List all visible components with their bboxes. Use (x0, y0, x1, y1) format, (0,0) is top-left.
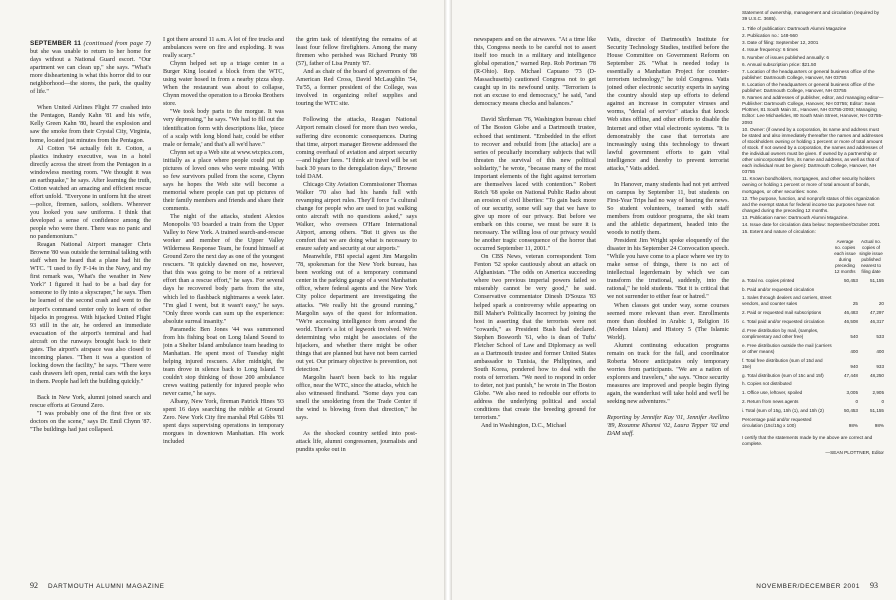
circulation-row (742, 319, 884, 328)
paragraph: but she was unable to return to her home for days without a National Guard escort. "Our apartment we can clean up," she says. "What's more disheartening is what this horror did to our neighborhood—the stores, the park, the quality of life." (30, 49, 151, 96)
row-label: 1. Sales through dealers and carriers, street vendors, and counter sales (742, 295, 832, 307)
paragraph: When classes got under way, some courses seemed more relevant than ever. Enrollments more than doubled in Arabic 1, Religion 16 (Modern Islam) and History 5 (The Islamic World). (607, 302, 729, 341)
statement-item: 11. Known bondholders, mortgagees, and other security holders owning or holding 1 percent or more of total amount of bonds, mortgages, or other securities: none. (742, 176, 875, 194)
paragraph: And as chair of the board of governors of the American Red Cross, David McLaughlin '54, Tu'55, a former president of the College, was involved in organizing relief supplies and touring the WTC site. (296, 69, 417, 108)
row-average: 3,005 (846, 390, 858, 396)
row-average: 25 (852, 301, 858, 307)
paragraph: "I was probably one of the first five or six doctors on the scene," says Dr. Emil Chynn '87. "The buildings had just collapsed. (30, 411, 151, 434)
row-actual: 400 (876, 348, 884, 354)
paragraph: I got there around 11 a.m. A lot of fire trucks and ambulances were on fire and exploding. It was really scary." (163, 37, 284, 60)
circulation-row (742, 310, 884, 319)
row-label: e. Free distribution outside the mail (carriers or other means) (742, 342, 832, 354)
paragraph: Chynn helped set up a triage center in a Burger King located a block from the WTC, using water hosed in from a nearby pizza shop. When the restaurant was about to collapse, Chynn moved the operation to a Brooks Brothers store. (163, 61, 284, 108)
paragraph: Meanwhile, FBI special agent Jim Margolin '78, spokesman for the New York bureau, has been working out of a temporary command center in the parking garage of a west Manhattan office, where federal agents and the New York City police department are investigating the attacks. "We really hit the ground running," Margolin says of the quest for information. "We're accessing intelligence from around the world. There's a lot of legwork involved. We're determining who might be associates of the hijackers, and whether there might be other things that are planned but have not been carried out yet. Our primary objective is prevention, not detection." (296, 254, 417, 373)
paragraph: When United Airlines Flight 77 crashed into the Pentagon, Randy Kahn '81 and his wife, Kelly Green Kahn '80, heard the explosion and saw the smoke from their Crystal City, Virginia, home, located just minutes from the Pentagon. (30, 105, 151, 144)
row-label: 1. Office use, leftover, spoiled (742, 390, 803, 396)
paragraph: Back in New York, alumni joined search and rescue efforts at Ground Zero. (30, 394, 151, 410)
row-label: b. Paid and/or requested circulation (742, 286, 815, 292)
row-average: 0 (855, 399, 858, 405)
row-label: d. Free distribution by mail, (samples, complimentary and other free) (742, 328, 819, 339)
row-average: 940 (850, 363, 858, 369)
row-actual: 0 (881, 399, 884, 405)
statement-item: 7. Location of the headquarters or general business office of the publisher: Dartmouth College, Hanover, NH 03755 (742, 68, 875, 80)
paragraph: Alumni continuing education programs remain on track for the fall, and coordinator Roberta Moore anticipates only temporary worries from participants. "We are a nation of explorers and travelers," she says. "Once security measures are improved and people begin flying again, the wanderlust will take hold and we'll be seeking new adventures." (607, 342, 729, 406)
row-average: 98% (848, 422, 858, 428)
row-average: 50,453 (843, 408, 858, 414)
statement-item: 8. Location of the headquarters or general business office of the publisher: Dartmouth College, Hanover, NH 03755 (742, 81, 875, 94)
row-average (832, 287, 858, 296)
page-number: 92 (30, 581, 38, 590)
paragraph: newspapers and on the airwaves. "At a time like this, Congress needs to be careful not to assert itself too much in a military and intelligence global operation," warned Rep. Rob Portman '78 (R-Ohio). Rep. Michael Capuano '73 (D-Massachusetts) cautioned Congress not to get caught up in its newfound unity. "Terrorism is not an excuse to end democracy," he said, "and democracy means checks and balances." (474, 37, 596, 108)
left-column-1 (30, 40, 151, 575)
statement-item: 13. Publication name: Dartmouth Alumni Magazine. (742, 214, 849, 220)
statement-item: 9. Names and addresses of publisher, editor, and managing editor—Publisher: Dartmouth College, Hanover, NH 03755; Editor: Sean Plottner, 81 South Main St., Hanover, NH 03755-2093; Managing Editor: Lee Michaelides, 80 South Main Street, Hanover, NH 03755-2093 (742, 95, 884, 125)
row-actual (858, 381, 884, 390)
paragraph: On CBS News, veteran correspondent Tom Fenton '52 spoke cautiously about an attack on Afghanistan. "The odds on America succeeding where two previous imperial powers failed so miserably cannot be very good," he said. Conservative commentator Dinesh D'Souza '83 helped spark a controversy while appearing on Bill Maher's Politically Incorrect by joining the host in asserting that the terrorists were not "cowards," as President Bush had declared. Stephen Bosworth '61, who is dean of Tufts' Fletcher School of Law and Diplomacy as well as a Dartmouth trustee and former United States ambassador to Tunisia, the Philippines, and South Korea, pondered how to deal with the roots of terrorism. "We need to respond in order to deter, not just punish," he wrote in The Boston Globe. "We also need to redouble our efforts to address the underlying political and social conditions that create the breeding ground for terrorism." (474, 254, 596, 422)
row-label: h. Copies not distributed (742, 381, 792, 387)
row-actual: 933 (876, 363, 884, 369)
circulation-row (742, 343, 884, 358)
paragraph: "We took body parts to the morgue. It was very depressing," he says. "We had to fill out the identification form with descriptions like, 'piece of a scalp with long blond hair, could be either male or female,' and that's all we'd have." (163, 109, 284, 148)
paragraph: Following the attacks, Reagan National Airport remain closed for more than two weeks, suffering dire economic consequences. During that time, airport manager Browne addressed the coming overhaul of aviation and airport security—and higher fares. "I think air travel will be set back 30 years to the deregulation days," Browne told DAM. (296, 117, 417, 180)
signer: —SEAN PLOTTNER, Editor (825, 450, 884, 456)
statement-item: 4. Issue frequency: 6 times (742, 47, 799, 53)
column-header-average: Average no. copies each issue during preceding 12 months (834, 239, 856, 274)
row-average: 400 (850, 348, 858, 354)
row-average: 46,508 (843, 319, 858, 325)
row-actual: 2,905 (872, 390, 884, 396)
page-folio-right (756, 581, 878, 590)
circulation-row (742, 358, 884, 373)
statement-item: 3. Date of filing: September 12, 2001 (742, 40, 819, 46)
row-actual: 51,155 (869, 408, 884, 414)
circulation-table (742, 238, 884, 432)
paragraph: Al Cotton '64 actually felt it. Cotton, a plastics industry executive, was in a hotel directly across the street from the Pentagon in a windowless meeting room. "We thought it was an earthquake," he says. After learning the truth, Cotton watched an amazing and efficient rescue effort unfold. "Everyone in uniform hit the street—police, firemen, sailors, soldiers. Wherever you looked you saw uniforms. I think that developed a sense of confidence among the people who were there. There was no panic and no pandemonium." (30, 145, 151, 241)
circulation-row (742, 295, 884, 310)
circulation-row (742, 408, 884, 417)
circulation-rows (742, 278, 884, 432)
reporting-credits: Reporting by Jennifer Kay '01, Jennifer Avellino '89, Roxanne Khamsi '02, Laura Tepper '02 and DAM staff. (607, 415, 729, 438)
paragraph: President Jim Wright spoke eloquently of the disaster in his September 24 Convocation speech. "While you have come to a place where we try to make sense of things, there is no act of intellectual legerdemain by which we can transform the irrational, suddenly, into the rational," he told students. "But it is critical that we not surrender to either fear or hatred." (607, 238, 729, 301)
left-column-2 (163, 36, 284, 571)
circulation-row (742, 390, 884, 399)
row-label: f. Total free distribution (sum of 15d and 15e) (742, 357, 823, 369)
row-average: 540 (850, 333, 858, 339)
circulation-row (742, 417, 884, 432)
row-actual: 51,155 (869, 277, 884, 283)
row-label: Percentage paid and/or requested circulation (15c/15g x 100) (742, 417, 812, 428)
paragraph: Vatis, director of Dartmouth's Institute for Security Technology Studies, testified before the House Committee on Government Reform on September 26. "What is needed today is essentially a Manhattan Project for counter-terrorism technology," he told Congress. Vatis joined other electronic security experts in saying the country should step up efforts to defend against an increase in computer viruses and worms, "denial of service" attacks that knock Web sites offline, and other efforts to disable the Internet and other vital electronic systems. "It is demonstrably the case that terrorists are increasingly using this technology to thwart lawful government efforts to gain vital intelligence and thereby to prevent terrorist attacks," Vatis added. (607, 37, 729, 172)
row-actual: 48,250 (869, 372, 884, 378)
row-actual: 98% (874, 422, 884, 428)
page-folio-left (30, 581, 164, 590)
row-actual: 46,317 (869, 319, 884, 325)
paragraph: The night of the attacks, student Alexios Monopolis '03 boarded a train from the Upper Valley to New York. A trained search-and-rescue worker and member of the Upper Valley Wilderness Response Team, he found himself at Ground Zero the next day as one of the youngest rescuers. "It quickly dawned on me, however, that this was going to be more of a retrieval effort than a rescue effort," he says. For several days he recovered body parts from the site, which led to flashback nightmares a week later. "I'm glad I went, but it wasn't easy," he says. "Only three words can sum up the experience: absolute surreal insanity." (163, 214, 284, 325)
right-page (452, 0, 896, 600)
circulation-row (742, 373, 884, 382)
row-actual: 47,297 (869, 310, 884, 316)
circulation-row (742, 381, 884, 390)
row-label: 2. Paid or requested mail subscriptions (742, 310, 822, 316)
right-column-2 (607, 36, 729, 571)
page-gutter (444, 0, 452, 600)
row-label: i. Total (sum of 15g, 15h (1), and 15h (2) (742, 408, 824, 414)
row-average (832, 381, 858, 390)
row-actual (858, 287, 884, 296)
paragraph: David Shribman '76, Washington bureau chief of The Boston Globe and a Dartmouth trustee, echoed that sentiment. "Embedded in the effort to recover and rebuild from [the attacks] are a series of peculiarly incendiary subjects that will threaten the survival of this new political solidarity," he wrote, "because many of the most important elements of the fight against terrorism are themselves laced with contention." Robert Reich '68 spoke on National Public Radio about an erosion of civil liberties: "To gain back more of our security, some will say that we have to give up more of our privacy. But before we embark on this course, we must be sure it is necessary. The willing loss of our privacy would be another tragic consequence of the horror that occurred September 11, 2001." (474, 117, 596, 253)
section-kicker: SEPTEMBER 11 (continued from page 7) (30, 40, 151, 47)
statement-item: 12. The purpose, function, and nonprofit status of this organization and the exempt status for federal income tax purposes have not changed during the preceding 12 months. (742, 195, 880, 213)
statement-item: 5. Number of issues published annually: 6 (742, 54, 830, 60)
circulation-row (742, 278, 884, 287)
paragraph: Paramedic Ben Jones '44 was summoned from his fishing boat on Long Island Sound to join a Shelter Island ambulance team heading to Manhattan. He spent most of Tuesday night helping injured rescuers. After midnight, the team drove in silence back to Long Island. "I couldn't stop thinking of those 200 ambulance crews waiting patiently for injured people who never came," he says. (163, 326, 284, 398)
statement-item: 1. Title of publication: Dartmouth Alumni Magazine (742, 26, 847, 32)
row-average: 46,483 (843, 310, 858, 316)
statement-heading: Statement of ownership, management and circulation (required by 39 U.S.C. 3685). (742, 10, 880, 22)
paragraph: As the shocked country settled into post-attack life, alumni congressmen, journalists and pundits spoke out in (296, 431, 417, 454)
paragraph: In Hanover, many students had not yet arrived on campus by September 11, but students on First-Year Trips had no way of hearing the news. So student volunteers, teamed with staff members from outdoor programs, the ski team and the athletic department, headed into the woods to notify them. (607, 181, 729, 237)
circulation-row (742, 287, 884, 296)
statement-item: 2. Publication no.: 148-560 (742, 33, 798, 39)
column-header-actual: Actual no. copies of single issue published nearest to filing date (859, 239, 883, 274)
left-page (0, 0, 444, 600)
row-actual: 533 (876, 333, 884, 339)
row-label: c. Total paid and/or requested circulation (742, 319, 825, 325)
paragraph: Albany, New York, fireman Patrick Hines '93 spent 16 days searching the rubble at Ground Zero. New York City fire marshal Phil Gibbs '81 spent days supervising operations in temporary morgues in downtown Manhattan. His work included (163, 399, 284, 446)
ownership-statement (742, 10, 884, 570)
paragraph: And in Washington, D.C., Michael (481, 423, 567, 430)
certification (742, 435, 884, 456)
row-label: a. Total no. copies printed (742, 277, 795, 283)
statement-item: 15. Extent and nature of circulation: (742, 229, 816, 235)
paragraph: Reagan National Airport manager Chris Browne '80 was outside the terminal talking with staff when he heard that a plane had hit the WTC. "I used to fly F-14s in the Navy, and my first remark was, 'What's the weather in New York?' I figured it had to be a bad day for someone to fly into a skyscraper," he says. Then he learned of the second crash and went to the airport's command center only to learn of other hijacks in progress. With hijacked United Flight 93 still in the air, he ordered an immediate evacuation of the airport's terminal and had aircraft on the runways brought back to their gates. The airport's airspace was also closed to incoming planes. "Then it was a question of locking down the facility," he says. "There were cash drawers left open, rental cars with the keys in them. People had left the building quickly." (30, 242, 151, 385)
issue-date: NOVEMBER/DECEMBER 2001 (756, 583, 860, 590)
circulation-row (742, 328, 884, 343)
magazine-title: DARTMOUTH ALUMNI MAGAZINE (48, 583, 165, 590)
statement-item: 10. Owner: (if owned by a corporation, its name and address must be stated and also immediately thereafter the names and addresses of stockholders owning or holding 1 percent or more of total amount of stock. If not owned by a corporation, the names and addresses of the individual owners must be given. If owned by a partnership or other unincorporated firm, its name and address, as well as that of each individual must be given): Dartmouth College, Hanover, NH 03755 (742, 126, 884, 175)
statement-item: 14. Issue date for circulation data below: September/October 2001 (742, 222, 880, 227)
statement-item: 6. Annual subscription price: $21.50 (742, 61, 817, 67)
paragraph: Chicago City Aviation Commissioner Thomas Walker '70 also had his hands full with revamping airport rules. They'll force "a cultural change for people who are used to just walking onto aircraft with no questions asked," says Walker, who oversees O'Hare International Airport, among others. "But it gives us the comfort that we are doing what is necessary to ensure safety and security at our airports." (296, 181, 417, 253)
paragraph: Margolin hasn't been back to his regular office, near the WTC, since the attacks, which he also witnessed firsthand. "Some days you can smell the smoldering from the Trade Center if the wind is blowing from that direction," he says. (296, 374, 417, 422)
row-average: 50,453 (843, 277, 858, 283)
row-label: 2. Return from news agents (742, 399, 799, 405)
left-column-3 (296, 36, 417, 571)
page-number: 93 (870, 581, 878, 590)
paragraph: Chynn set up a Web site at www.wtcpics.com, initially as a place where people could put up pictures of loved ones who were missing. With so few survivors pulled from the scene, Chynn says he hopes the Web site will become a memorial where people can put up pictures of their family members and friends and share their comments. (163, 149, 284, 212)
circulation-row (742, 399, 884, 408)
paragraph: the grim task of identifying the remains of at least four fellow firefighters. Among the many firemen who perished was Richard Prunty '88 (57), father of Lisa Prunty '87. (296, 37, 417, 68)
right-column-1 (474, 36, 596, 571)
row-average: 47,448 (843, 372, 858, 378)
certify-text: I certify that the statements made by me above are correct and complete. (742, 434, 873, 446)
row-label: g. Total distribution (sum of 15c and 15f) (742, 372, 824, 378)
row-actual: 20 (878, 301, 884, 307)
